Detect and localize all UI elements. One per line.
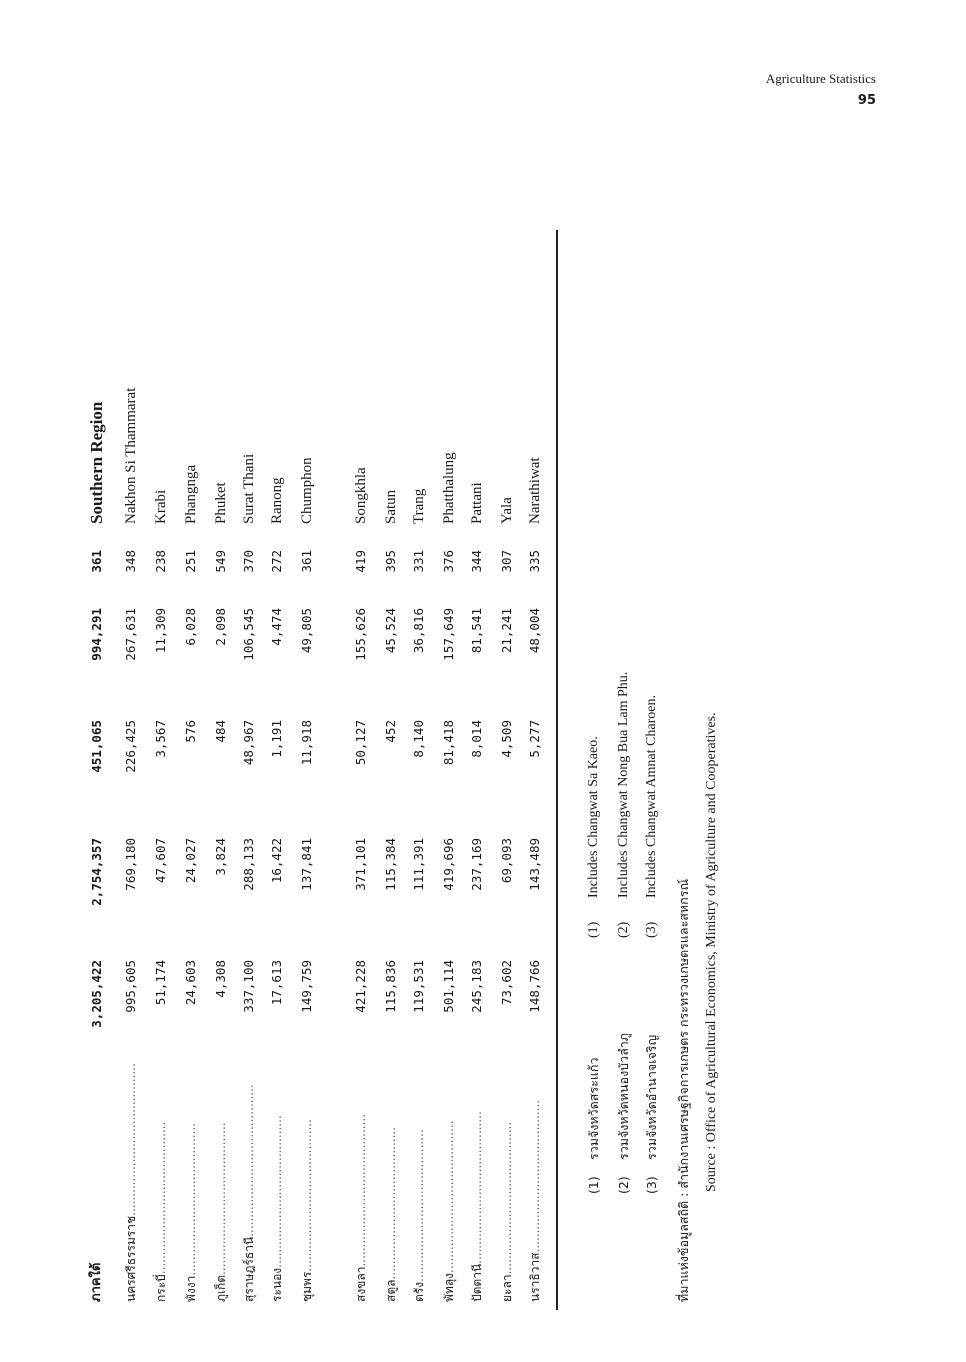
value-2: 137,841 (299, 838, 314, 891)
footnote-marker: (1) (586, 1176, 601, 1194)
table-region-row (84, 230, 110, 1310)
value-3: 8,140 (411, 720, 426, 758)
footnote-thai: รวมจังหวัดสระแก้ว (586, 1057, 601, 1160)
value-3: 5,277 (527, 720, 542, 758)
english-province-label: Songkhla (353, 467, 369, 524)
value-5: 361 (89, 550, 104, 573)
footnote-thai: รวมจังหวัดหนองบัวลำภู (616, 1032, 631, 1160)
value-2: 237,169 (469, 838, 484, 891)
table-row (236, 230, 262, 1310)
value-2: 2,754,357 (89, 838, 104, 906)
table-row (348, 230, 374, 1310)
table-row (406, 230, 432, 1310)
table-row (208, 230, 234, 1310)
value-3: 452 (383, 720, 398, 743)
value-4: 4,474 (269, 608, 284, 646)
total-value: 501,114 (441, 960, 456, 1013)
footnote-marker-english: (2) (616, 921, 631, 938)
value-5: 419 (353, 550, 368, 573)
english-province-label: Yala (499, 497, 515, 524)
table-bottom-rule (556, 230, 558, 1310)
value-2: 69,093 (499, 838, 514, 884)
thai-province-label: ภูเก็ต........................................ (214, 1122, 228, 1302)
thai-province-label: ระนอง........................................ (270, 1115, 284, 1302)
value-2: 371,101 (353, 838, 368, 891)
total-value: 337,100 (241, 960, 256, 1013)
value-5: 376 (441, 550, 456, 573)
english-province-label: Phuket (213, 482, 229, 524)
table-row (494, 230, 520, 1310)
value-4: 155,626 (353, 608, 368, 661)
value-3: 8,014 (469, 720, 484, 758)
value-3: 576 (183, 720, 198, 743)
english-province-label: Narathiwat (527, 457, 543, 524)
table-row (148, 230, 174, 1310)
value-3: 451,065 (89, 720, 104, 773)
total-value: 148,766 (527, 960, 542, 1013)
table-row (522, 230, 548, 1310)
table-row (294, 230, 320, 1310)
value-2: 111,391 (411, 838, 426, 891)
value-3: 226,425 (123, 720, 138, 773)
english-province-label: Ranong (269, 477, 285, 524)
value-3: 3,567 (153, 720, 168, 758)
footnote-marker: (2) (616, 1176, 631, 1194)
value-5: 307 (499, 550, 514, 573)
value-5: 549 (213, 550, 228, 573)
footnote-english: Includes Changwat Sa Kaeo. (586, 736, 601, 898)
thai-province-label: พังงา........................................ (184, 1123, 198, 1302)
total-value: 4,308 (213, 960, 228, 998)
value-5: 335 (527, 550, 542, 573)
value-2: 143,489 (527, 838, 542, 891)
value-4: 106,545 (241, 608, 256, 661)
value-5: 348 (123, 550, 138, 573)
total-value: 421,228 (353, 960, 368, 1013)
value-4: 49,805 (299, 608, 314, 654)
footnote-marker-english: (3) (644, 921, 659, 938)
thai-province-label: ยะลา........................................ (500, 1121, 514, 1302)
thai-province-label: ตรัง........................................ (412, 1129, 426, 1302)
total-value: 995,605 (123, 960, 138, 1013)
value-4: 157,649 (441, 608, 456, 661)
thai-province-label: ปัตตานี........................................ (470, 1111, 484, 1302)
footnote-english: Includes Changwat Nong Bua Lam Phu. (616, 671, 631, 898)
value-5: 272 (269, 550, 284, 573)
value-4: 36,816 (411, 608, 426, 654)
value-2: 115,384 (383, 838, 398, 891)
english-province-label: Satun (383, 489, 399, 524)
total-value: 3,205,422 (89, 960, 104, 1028)
table-row (436, 230, 462, 1310)
value-4: 81,541 (469, 608, 484, 654)
value-4: 267,631 (123, 608, 138, 661)
running-head (766, 68, 876, 112)
source-thai: ที่มาแห่งข้อมูลสถิติ : สำนักงานเศรษฐกิจการเกษตร กระทรวงเกษตรและสหกรณ์ (676, 878, 691, 1302)
thai-province-label: กระบี่........................................ (154, 1121, 168, 1302)
value-3: 1,191 (269, 720, 284, 758)
value-3: 48,967 (241, 720, 256, 766)
thai-province-label: นราธิวาส........................................ (528, 1099, 542, 1302)
total-value: 73,602 (499, 960, 514, 1006)
page-number: 95 (857, 93, 876, 108)
thai-province-label: ภาคใต้ (89, 1262, 104, 1302)
value-2: 47,607 (153, 838, 168, 884)
value-4: 2,098 (213, 608, 228, 646)
value-3: 11,918 (299, 720, 314, 766)
thai-province-label: สตูล........................................ (384, 1126, 398, 1302)
value-4: 11,309 (153, 608, 168, 654)
footnote-thai: รวมจังหวัดอำนาจเจริญ (644, 1034, 659, 1160)
value-5: 361 (299, 550, 314, 573)
english-province-label: Phatthalung (441, 452, 457, 524)
thai-province-label: พัทลุง........................................ (442, 1120, 456, 1302)
english-province-label: Pattani (469, 482, 485, 524)
value-4: 994,291 (89, 608, 104, 661)
table-row (464, 230, 490, 1310)
running-head-title: Agriculture Statistics (765, 71, 876, 86)
value-4: 45,524 (383, 608, 398, 654)
value-5: 395 (383, 550, 398, 573)
total-value: 149,759 (299, 960, 314, 1013)
value-4: 6,028 (183, 608, 198, 646)
english-province-label: Krabi (153, 489, 169, 524)
thai-province-label: นครศรีธรรมราช........................................ (124, 1063, 138, 1302)
value-3: 4,509 (499, 720, 514, 758)
value-4: 21,241 (499, 608, 514, 654)
value-2: 288,133 (241, 838, 256, 891)
table-row (118, 230, 144, 1310)
value-5: 370 (241, 550, 256, 573)
total-value: 51,174 (153, 960, 168, 1006)
total-value: 119,531 (411, 960, 426, 1013)
table-row (378, 230, 404, 1310)
table-row (264, 230, 290, 1310)
rotated-table-area (80, 230, 740, 1310)
english-province-label: Southern Region (87, 401, 106, 524)
value-3: 50,127 (353, 720, 368, 766)
total-value: 245,183 (469, 960, 484, 1013)
value-2: 24,027 (183, 838, 198, 884)
value-2: 3,824 (213, 838, 228, 876)
value-3: 81,418 (441, 720, 456, 766)
thai-province-label: ชุมพร........................................ (300, 1119, 314, 1302)
table-row (178, 230, 204, 1310)
value-5: 238 (153, 550, 168, 573)
english-province-label: Surat Thani (241, 453, 257, 524)
value-4: 48,004 (527, 608, 542, 654)
value-2: 769,180 (123, 838, 138, 891)
value-5: 331 (411, 550, 426, 573)
english-province-label: Nakhon Si Thammarat (123, 387, 139, 524)
value-3: 484 (213, 720, 228, 743)
value-5: 344 (469, 550, 484, 573)
thai-province-label: สุราษฎร์ธานี........................................ (242, 1084, 256, 1302)
value-5: 251 (183, 550, 198, 573)
footnote-english: Includes Changwat Amnat Charoen. (644, 695, 659, 898)
footnote-marker: (3) (644, 1176, 659, 1194)
english-province-label: Chumphon (299, 457, 315, 524)
total-value: 115,836 (383, 960, 398, 1013)
english-province-label: Phangnga (183, 464, 199, 524)
footnote-marker-english: (1) (586, 921, 601, 938)
total-value: 17,613 (269, 960, 284, 1006)
thai-province-label: สงขลา........................................ (354, 1113, 368, 1302)
value-2: 16,422 (269, 838, 284, 884)
english-province-label: Trang (411, 488, 427, 524)
total-value: 24,603 (183, 960, 198, 1006)
value-2: 419,696 (441, 838, 456, 891)
source-english: Source : Office of Agricultural Economics, Ministry of Agriculture and Cooperatives. (704, 712, 719, 1192)
